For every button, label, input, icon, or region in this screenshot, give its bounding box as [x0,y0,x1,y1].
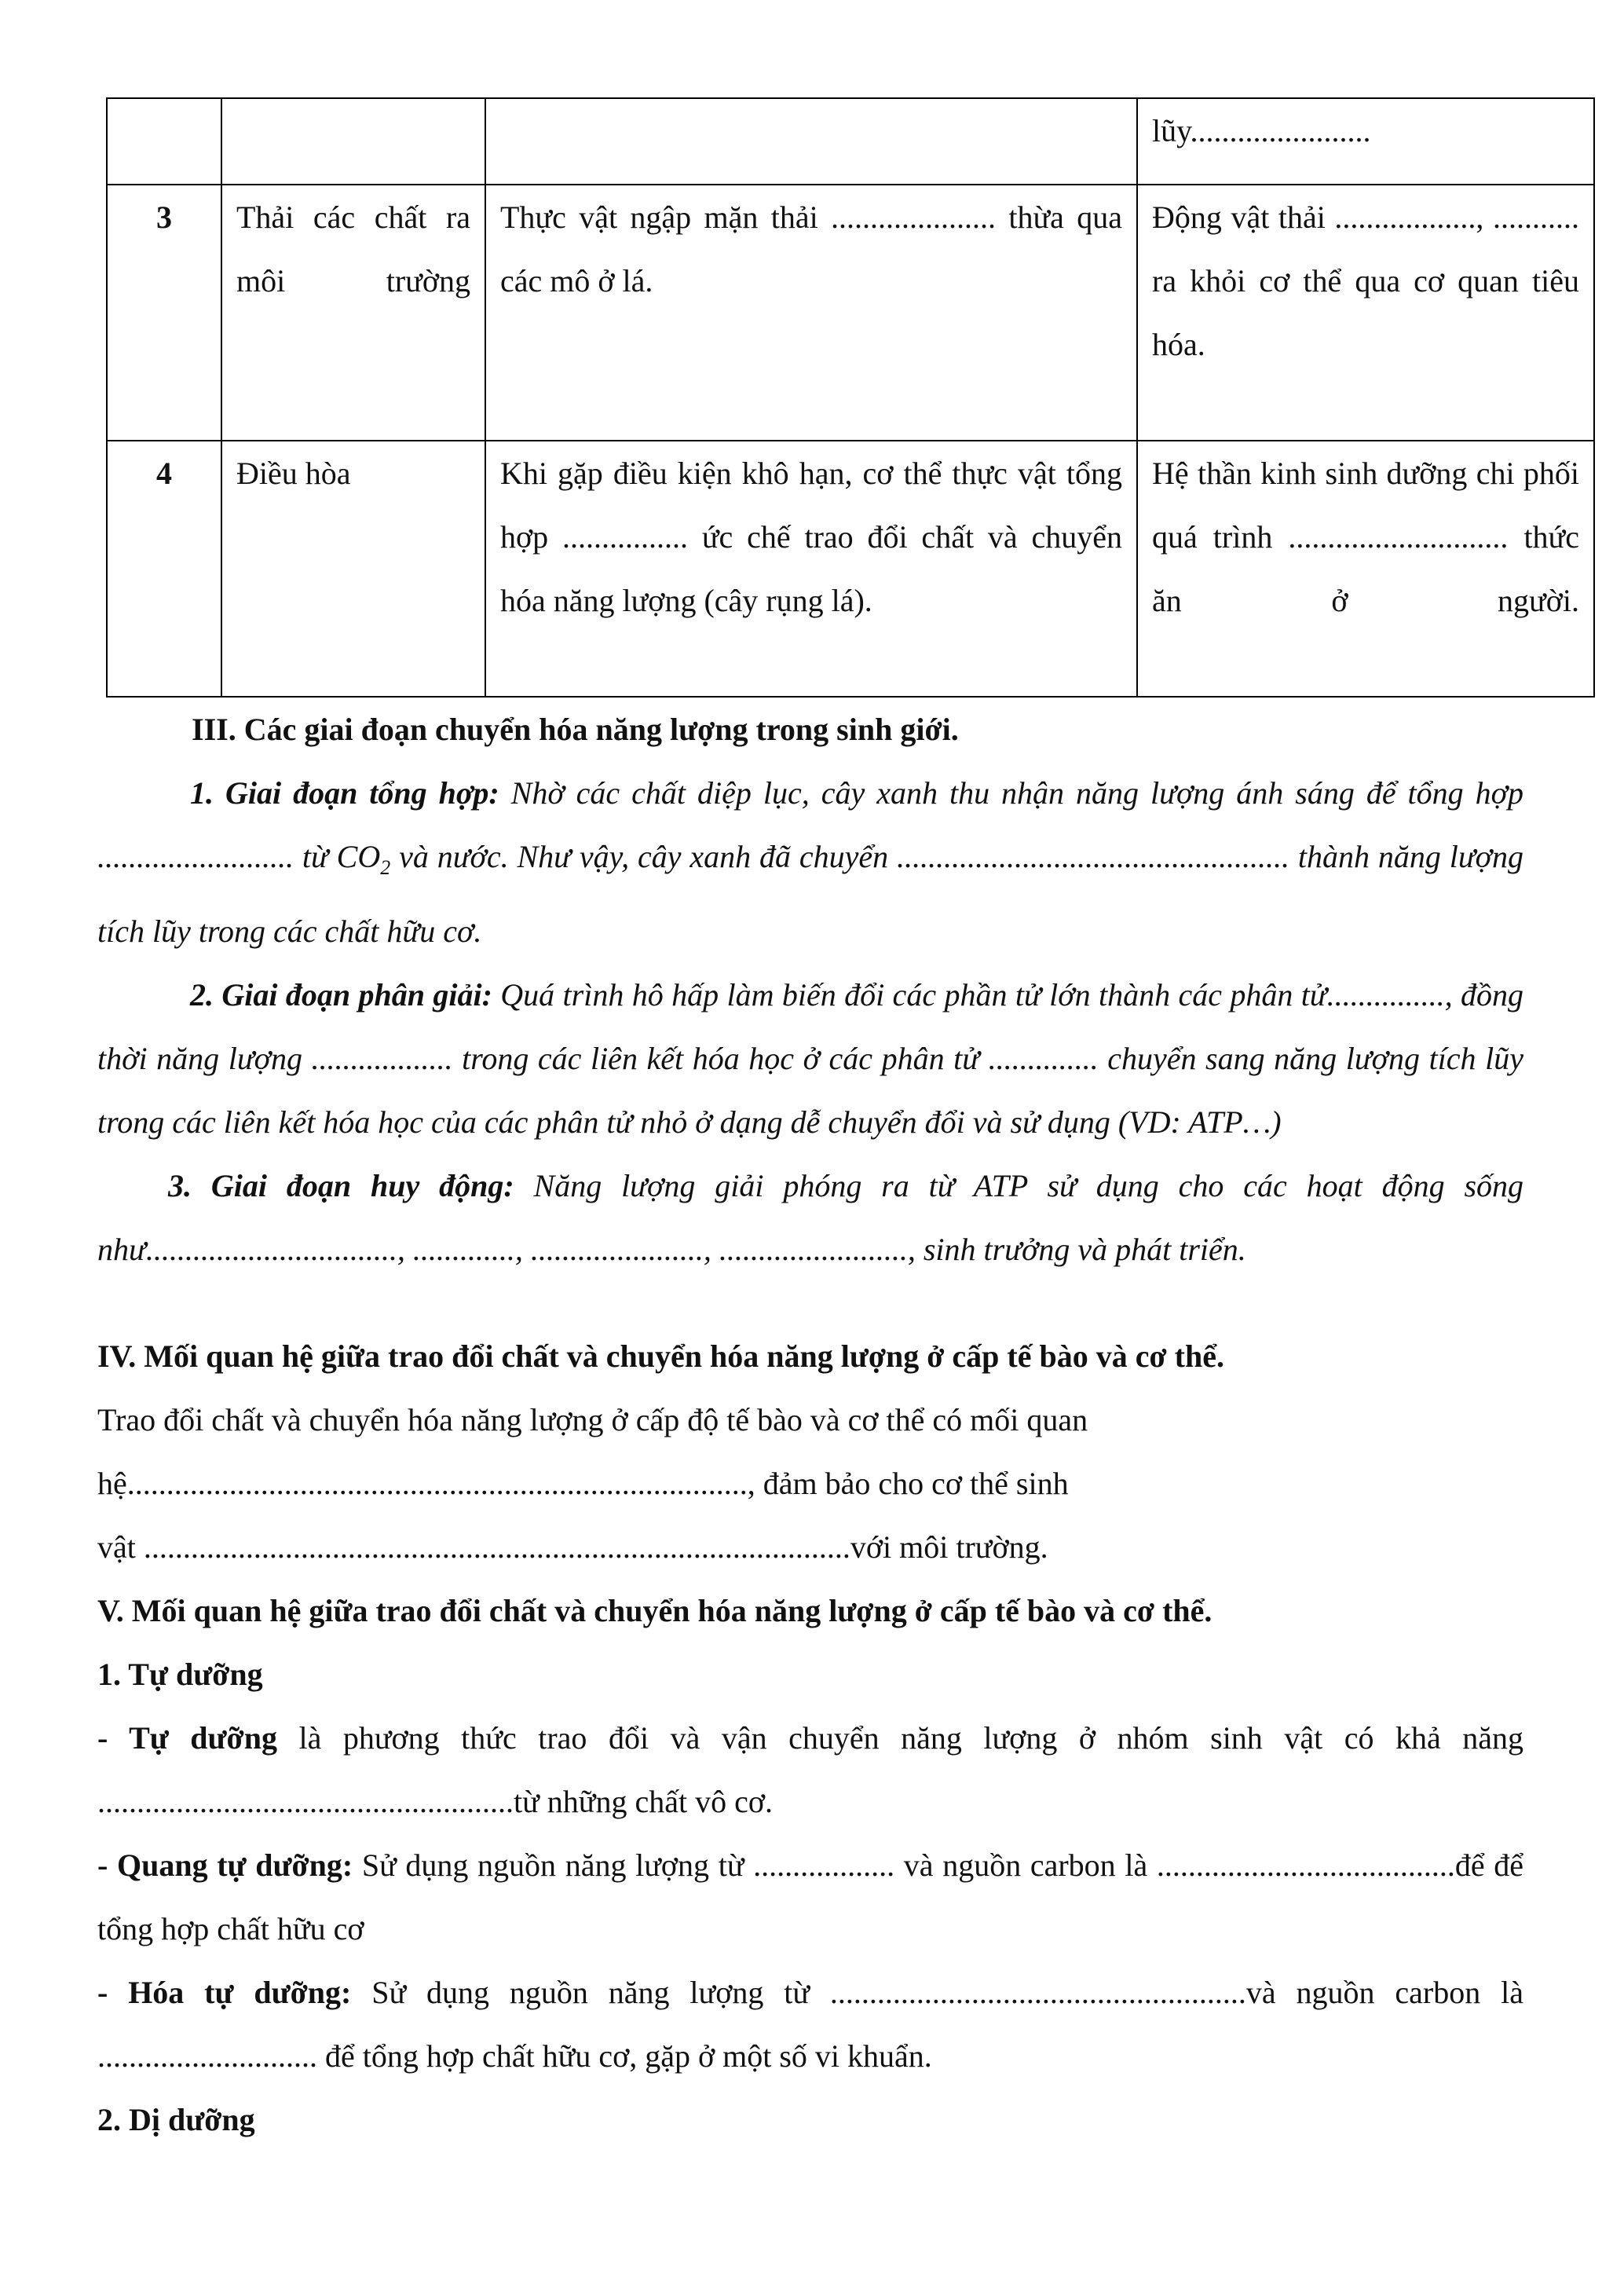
bullet: - Quang tự dưỡng: Sử dụng nguồn năng lượng từ .................. và nguồn carbon là ......................................để để tổng hợp chất hữu cơ [97,1847,1524,1946]
table-cell: Thực vật ngập mặn thải ..................... thừa qua các mô ở lá. [500,200,1122,298]
section-4 [97,1324,1523,1579]
section-3 [97,698,1523,1281]
section-heading: V. Mối quan hệ giữa trao đổi chất và chuyển hóa năng lượng ở cấp tế bào và cơ thể. [97,1593,1213,1628]
paragraph: 2. Giai đoạn phân giải: Quá trình hô hấp làm biến đổi các phần tử lớn thành các phân tử..............., đồng thời năng lượng .................. trong các liên kết hóa học ở các phân tử .............. chuyển sang năng lượng tích lũy trong các liên kết hóa học của các phân tử nhỏ ở dạng dễ chuyển đổi và sử dụng (VD: ATP…) [97,977,1524,1140]
table-cell: Thải các chất ra môi trường [236,200,470,298]
text-line: Trao đổi chất và chuyển hóa năng lượng ở cấp độ tế bào và cơ thể có mối quan [97,1402,1088,1437]
bullet: - Hóa tự dưỡng: Sử dụng nguồn năng lượng từ .....................................................và nguồn carbon là ............................ để tổng hợp chất hữu cơ, gặp ở một số vi khuẩn. [97,1975,1523,2074]
section-heading: IV. Mối quan hệ giữa trao đổi chất và chuyển hóa năng lượng ở cấp tế bào và cơ thể. [97,1338,1224,1374]
table-row [107,185,1594,441]
text-line: vật ..........................................................................................với môi trường. [97,1529,1048,1565]
table-row [107,441,1594,697]
table-cell: Hệ thần kinh sinh dưỡng chi phối quá trình ............................ thức ăn ở người. [1152,456,1579,618]
section-5 [97,1579,1523,2151]
text-line: hệ..............................................................................., đảm bảo cho cơ thể sinh [97,1466,1069,1501]
table-cell: lũy....................... [1137,98,1594,185]
comparison-table [106,97,1595,698]
table-cell: Khi gặp điều kiện khô hạn, cơ thể thực vật tổng hợp ................ ức chế trao đổi chất và chuyển hóa năng lượng (cây rụng lá). [500,456,1122,618]
subheading: 2. Dị dưỡng [97,2102,255,2137]
paragraph: 1. Giai đoạn tổng hợp: Nhờ các chất diệp lục, cây xanh thu nhận năng lượng ánh sáng để tổng hợp ......................... từ $CO_2$ và nước. Như vậy, cây xanh đã chuyển .................................................. thành năng lượng tích lũy trong các chất hữu cơ. [97,775,1523,949]
table-row [107,98,1594,185]
subheading: 1. Tự dưỡng [97,1657,263,1692]
paragraph: 3. Giai đoạn huy động: Năng lượng giải phóng ra từ ATP sử dụng cho các hoạt động sống như................................, ............., ......................, ........................, sinh trưởng và phát triển. [97,1168,1524,1267]
row-number: 4 [107,441,221,697]
table-cell: Động vật thải .................., ........... ra khỏi cơ thể qua cơ quan tiêu hóa. [1152,200,1579,362]
row-number: 3 [107,185,221,441]
table-cell: Điều hòa [221,441,485,697]
bullet: - Tự dưỡng là phương thức trao đổi và vận chuyển năng lượng ở nhóm sinh vật có khả năng .....................................................từ những chất vô cơ. [97,1720,1523,1819]
section-heading: III. Các giai đoạn chuyển hóa năng lượng trong sinh giới. [192,712,959,747]
